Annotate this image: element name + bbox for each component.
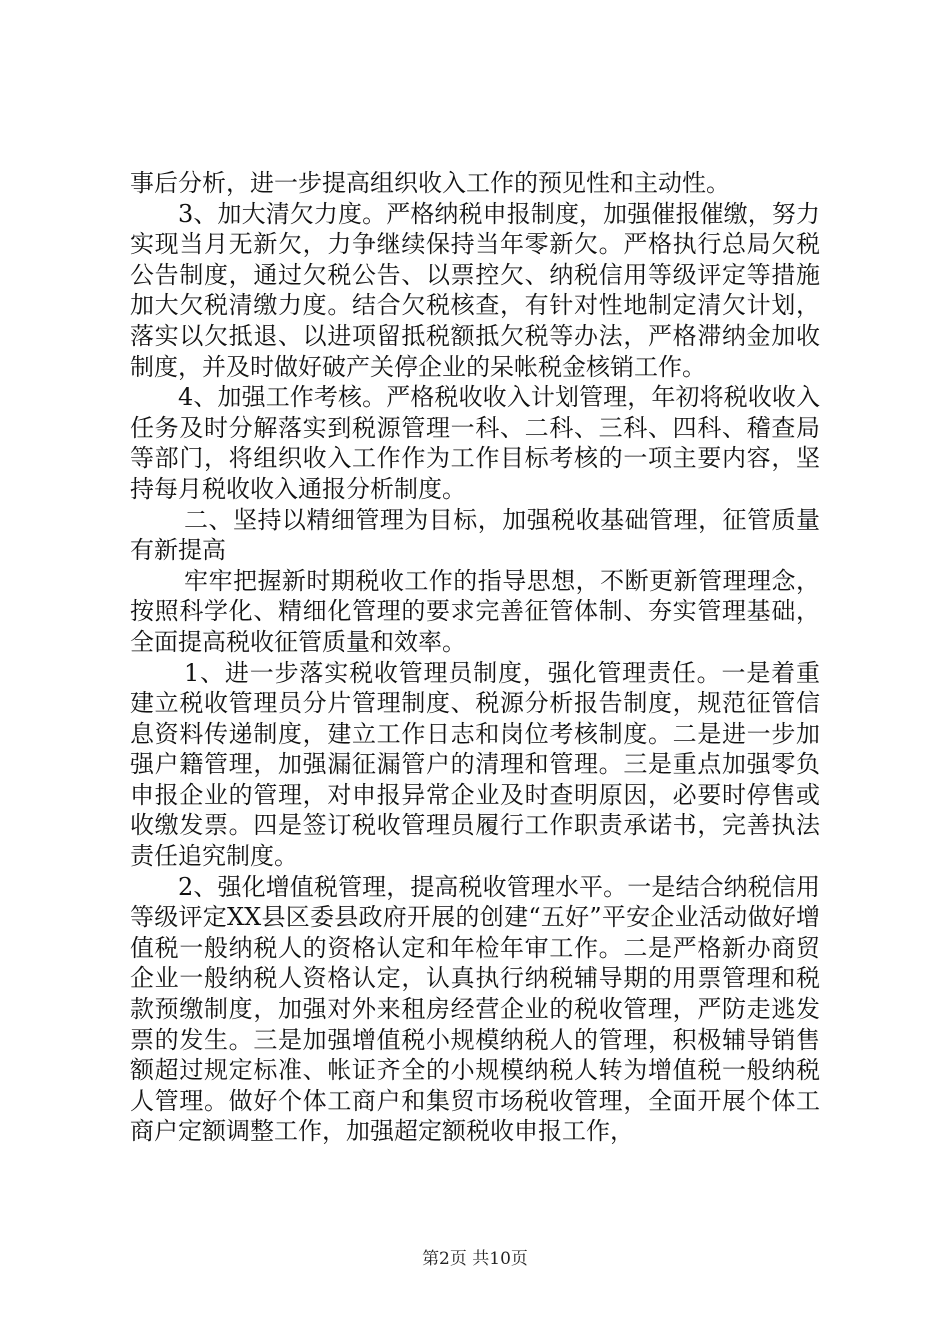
paragraph-continuation: 事后分析，进一步提高组织收入工作的预见性和主动性。: [130, 169, 730, 197]
section-heading-2: 二、坚持以精细管理为目标，加强税收基础管理，征管质量有新提高: [130, 505, 820, 565]
page-number-footer: 第2页 共10页: [422, 1249, 528, 1269]
paragraph-item-4: 4、加强工作考核。严格税收收入计划管理，年初将税收收入任务及时分解落实到税源管理一科、二科、三科、四科、稽查局等部门，将组织收入工作作为工作目标考核的一项主要内容，坚持每月税收收入通报分析制度。: [130, 383, 820, 503]
paragraph-sub-item-1: 1、进一步落实税收管理员制度，强化管理责任。一是着重建立税收管理员分片管理制度、税源分析报告制度，规范征管信息资料传递制度，建立工作日志和岗位考核制度。二是进一步加强户籍管理，加强漏征漏管户的清理和管理。三是重点加强零负申报企业的管理，对申报异常企业及时查明原因，必要时停售或收缴发票。四是签订税收管理员履行工作职责承诺书，完善执法责任追究制度。: [130, 658, 820, 871]
document-body: [130, 168, 820, 1147]
paragraph-section-intro: 牢牢把握新时期税收工作的指导思想，不断更新管理理念，按照科学化、精细化管理的要求完善征管体制、夯实管理基础，全面提高税收征管质量和效率。: [130, 566, 820, 656]
paragraph-item-3: 3、加大清欠力度。严格纳税申报制度，加强催报催缴，努力实现当月无新欠，力争继续保持当年零新欠。严格执行总局欠税公告制度，通过欠税公告、以票控欠、纳税信用等级评定等措施加大欠税清缴力度。结合欠税核查，有针对性地制定清欠计划，落实以欠抵退、以进项留抵税额抵欠税等办法，严格滞纳金加收制度，并及时做好破产关停企业的呆帐税金核销工作。: [130, 199, 820, 381]
paragraph-sub-item-2: 2、强化增值税管理，提高税收管理水平。一是结合纳税信用等级评定XX县区委县政府开展的创建“五好”平安企业活动做好增值税一般纳税人的资格认定和年检年审工作。二是严格新办商贸企业一般纳税人资格认定，认真执行纳税辅导期的用票管理和税款预缴制度，加强对外来租房经营企业的税收管理，严防走逃发票的发生。三是加强增值税小规模纳税人的管理，积极辅导销售额超过规定标准、帐证齐全的小规模纳税人转为增值税一般纳税人管理。做好个体工商户和集贸市场税收管理，全面开展个体工商户定额调整工作，加强超定额税收申报工作，: [130, 872, 820, 1146]
